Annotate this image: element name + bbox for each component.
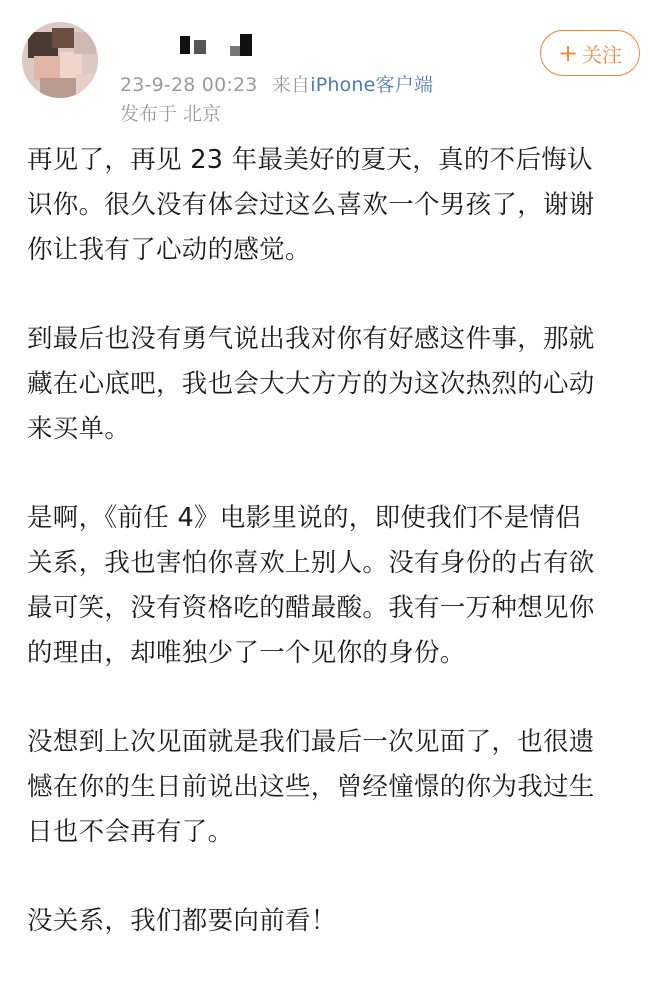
author-name-redacted	[240, 34, 252, 56]
text-line: 再见了，再见 23 年最美好的夏天，真的不后悔认	[27, 145, 593, 175]
text-line: 到最后也没有勇气说出我对你有好感这件事，那就	[27, 324, 595, 354]
post-source-client[interactable]: iPhone客户端	[310, 74, 434, 96]
post-source-prefix: 来自	[271, 74, 311, 96]
avatar-pixel	[76, 74, 98, 98]
author-name-redacted	[194, 40, 206, 54]
text-line: 憾在你的生日前说出这些，曾经憧憬的你为我过生	[27, 772, 595, 802]
post-timestamp: 23-9-28 00:23	[120, 74, 258, 96]
text-line: 的理由，却唯独少了一个见你的身份。	[27, 638, 466, 668]
follow-button[interactable]	[540, 30, 640, 76]
post-paragraph	[27, 720, 652, 855]
post-paragraph	[27, 317, 652, 452]
text-line: 是啊，《前任 4》电影里说的，即使我们不是情侣	[27, 503, 581, 533]
avatar-pixel	[74, 32, 96, 54]
post-paragraph	[27, 899, 652, 944]
follow-button-label: 关注	[582, 42, 623, 67]
avatar[interactable]	[22, 22, 98, 98]
post-location: 发布于 北京	[120, 103, 222, 125]
post-content	[27, 138, 652, 988]
text-line: 你让我有了心动的感觉。	[27, 235, 311, 265]
text-line: 藏在心底吧，我也会大大方方的为这次热烈的心动	[27, 369, 595, 399]
text-line: 没关系，我们都要向前看！	[27, 906, 337, 936]
text-line: 没想到上次见面就是我们最后一次见面了，也很遗	[27, 727, 595, 757]
text-line: 日也不会再有了。	[27, 817, 234, 847]
author-name-redacted	[180, 36, 190, 54]
avatar-pixel	[52, 28, 74, 48]
plus-icon: +	[557, 39, 579, 67]
text-line: 最可笑，没有资格吃的醋最酸。我有一万种想见你	[27, 593, 595, 623]
text-line: 识你。很久没有体会过这么喜欢一个男孩了，谢谢	[27, 190, 595, 220]
avatar-pixel	[34, 56, 60, 80]
post-meta	[120, 70, 433, 97]
text-line: 来买单。	[27, 414, 131, 444]
post-header	[0, 0, 667, 135]
post-paragraph	[27, 138, 652, 273]
avatar-pixel	[40, 78, 80, 98]
post-paragraph	[27, 496, 652, 676]
text-line: 关系，我也害怕你喜欢上别人。没有身份的占有欲	[27, 548, 595, 578]
